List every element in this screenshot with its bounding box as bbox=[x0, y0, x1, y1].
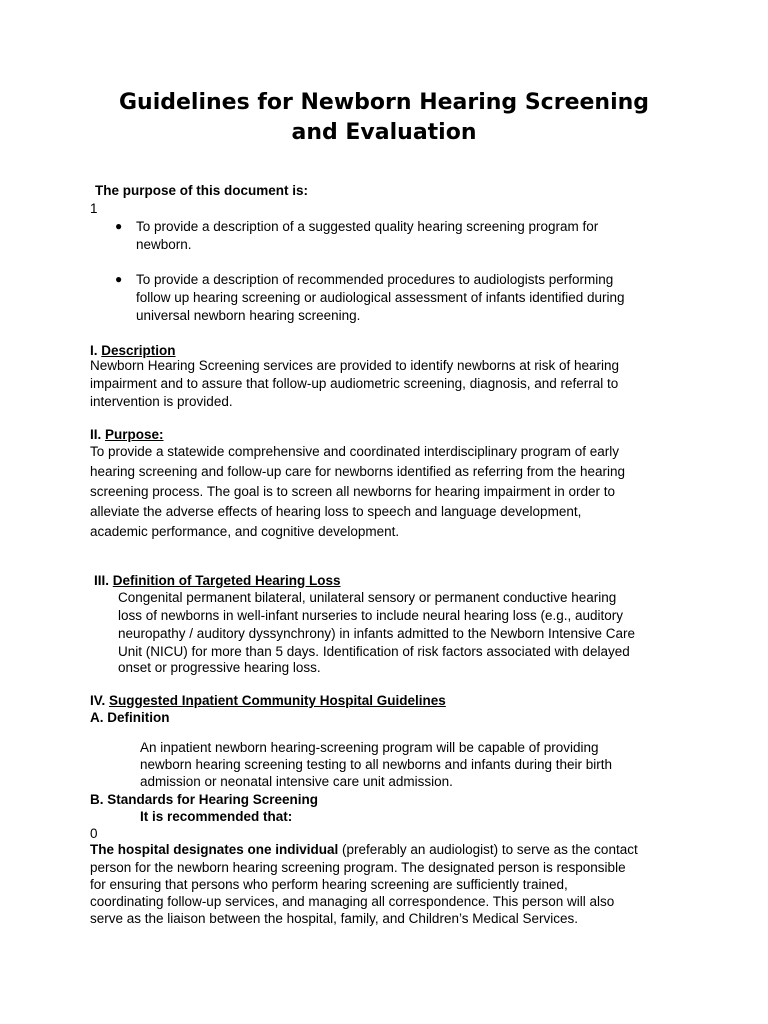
paragraph-line: person for the newborn hearing screening program. The designated person is responsible bbox=[90, 860, 626, 875]
page-title bbox=[60, 88, 708, 148]
recommended-label: It is recommended that: bbox=[140, 809, 293, 824]
title-line: and Evaluation bbox=[291, 120, 477, 145]
section-title: Description bbox=[101, 343, 176, 358]
paragraph-line: onset or progressive hearing loss. bbox=[118, 660, 321, 675]
list-marker: 1 bbox=[90, 201, 98, 216]
paragraph-line bbox=[90, 841, 638, 859]
paragraph-line: Congenital permanent bilateral, unilateral sensory or permanent conductive hearing bbox=[118, 590, 617, 605]
subsection-heading: A. Definition bbox=[90, 710, 170, 725]
paragraph-line: screening process. The goal is to screen all newborns for hearing impairment in order to bbox=[90, 484, 616, 499]
bullet-icon: ● bbox=[115, 219, 123, 233]
section-number: III. bbox=[94, 573, 113, 588]
section-number: IV. bbox=[90, 693, 110, 708]
paragraph-line: admission or neonatal intensive care unit admission. bbox=[140, 774, 453, 789]
paragraph-line: neuropathy / auditory dyssynchrony) in infants admitted to the Newborn Intensive Care bbox=[118, 626, 636, 641]
title-line: Guidelines for Newborn Hearing Screening bbox=[118, 90, 650, 115]
bullet-line: newborn. bbox=[136, 237, 192, 252]
section-heading bbox=[90, 692, 446, 710]
bullet-line: To provide a description of recommended procedures to audiologists performing bbox=[136, 272, 614, 287]
paragraph-line: Unit (NICU) for more than 5 days. Identification of risk factors associated with delayed bbox=[118, 644, 630, 659]
paragraph-line: Newborn Hearing Screening services are provided to identify newborns at risk of hearing bbox=[90, 358, 620, 373]
paragraph-line: An inpatient newborn hearing-screening program will be capable of providing bbox=[140, 740, 599, 755]
bullet-icon: ● bbox=[115, 272, 123, 286]
section-title: Definition of Targeted Hearing Loss bbox=[112, 573, 341, 588]
section-number: II. bbox=[90, 427, 106, 442]
paragraph-line: for ensuring that persons who perform hearing screening are sufficiently trained, bbox=[90, 877, 568, 892]
paragraph-line: alleviate the adverse effects of hearing loss to speech and language development, bbox=[90, 504, 582, 519]
paragraph-line: impairment and to assure that follow-up audiometric screening, diagnosis, and referral to bbox=[90, 376, 619, 391]
section-heading bbox=[90, 426, 164, 444]
bullet-line: To provide a description of a suggested quality hearing screening program for bbox=[136, 219, 599, 234]
list-marker: 0 bbox=[90, 826, 98, 841]
paragraph-text: (preferably an audiologist) to serve as the contact bbox=[338, 842, 638, 857]
bullet-line: follow up hearing screening or audiological assessment of infants identified during bbox=[136, 290, 625, 305]
subsection-heading: B. Standards for Hearing Screening bbox=[90, 792, 319, 807]
paragraph-line: serve as the liaison between the hospital, family, and Children’s Medical Services. bbox=[90, 911, 578, 926]
section-title: Suggested Inpatient Community Hospital Guidelines bbox=[109, 693, 446, 708]
section-heading bbox=[94, 572, 341, 590]
paragraph-line: coordinating follow-up services, and managing all correspondence. This person will also bbox=[90, 894, 615, 909]
section-title: Purpose: bbox=[105, 427, 164, 442]
paragraph-line: hearing screening and follow-up care for newborns identified as referring from the hearing bbox=[90, 464, 626, 479]
purpose-heading: The purpose of this document is: bbox=[95, 183, 309, 198]
emphasis-text: The hospital designates one individual bbox=[90, 842, 339, 857]
paragraph-line: newborn hearing screening testing to all newborns and infants during their birth bbox=[140, 757, 613, 772]
bullet-line: universal newborn hearing screening. bbox=[136, 308, 361, 323]
paragraph-line: intervention is provided. bbox=[90, 394, 233, 409]
paragraph-line: loss of newborns in well-infant nurseries to include neural hearing loss (e.g., auditory bbox=[118, 608, 624, 623]
paragraph-line: To provide a statewide comprehensive and coordinated interdisciplinary program of early bbox=[90, 444, 620, 459]
paragraph-line: academic performance, and cognitive development. bbox=[90, 524, 400, 539]
section-number: I. bbox=[90, 343, 102, 358]
